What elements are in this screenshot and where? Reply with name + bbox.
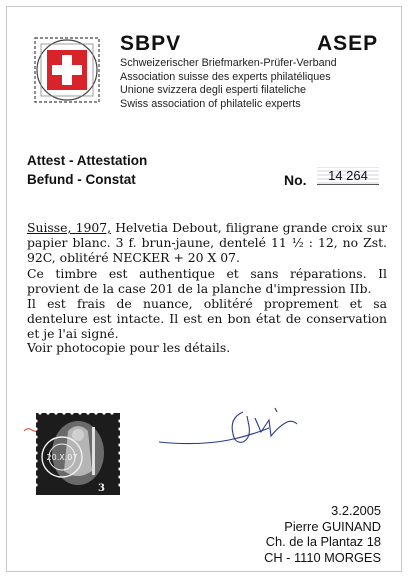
- cancel-date: 20.X.07: [46, 453, 78, 462]
- certificate-number-value: 14 264: [317, 167, 379, 185]
- stamp-value: 3: [98, 483, 105, 494]
- authenticity-paragraph: [27, 266, 387, 296]
- org-name-it: Unione svizzera degli esperti filateliche: [120, 84, 307, 96]
- stamp-photocopy: [20, 405, 125, 497]
- issue-reference: Suisse, 1907,: [27, 220, 112, 235]
- expert-city: CH - 1110 MORGES: [264, 549, 381, 565]
- photocopy-text: Voir photocopie pour les détails.: [27, 340, 231, 355]
- org-name-fr: Association suisse des experts philatéliques: [120, 70, 331, 83]
- expert-street: Ch. de la Plantaz 18: [265, 534, 381, 549]
- authenticity-text: Ce timbre est authentique et sans réparations. Il provient de la case 201 de la planche d'impression IIb.: [27, 266, 387, 296]
- certificate-number-label: No.: [284, 172, 307, 188]
- description-paragraph: [27, 220, 387, 265]
- condition-paragraph: [27, 296, 387, 341]
- photocopy-note: [27, 340, 387, 355]
- stamp-description: Helvetia Debout, filigrane grande croix sur papier blanc. 3 f. brun-jaune, dentelé 11 ½ : 12, no Zst. 92C, oblitéré NECKER + 20 X 07.: [27, 220, 387, 265]
- expert-signature: [155, 398, 315, 458]
- org-short-fr: ASEP: [317, 32, 379, 55]
- sbpv-logo: [27, 30, 107, 110]
- heading-befund: Befund - Constat: [27, 172, 136, 187]
- expert-name: Pierre GUINAND: [284, 518, 381, 534]
- org-short-de: SBPV: [120, 32, 182, 55]
- org-name-de: Schweizerischer Briefmarken-Prüfer-Verband: [120, 57, 337, 69]
- org-name-en: Swiss association of philatelic experts: [120, 97, 301, 110]
- signature-date: 3.2.2005: [331, 503, 381, 518]
- org-names: [120, 57, 337, 111]
- expert-address: [264, 503, 381, 565]
- heading-attest: Attest - Attestation: [27, 153, 148, 168]
- condition-text: Il est frais de nuance, oblitéré proprement et sa dentelure est intacte. Il est en bon état de conservation et je l'ai signé.: [27, 296, 387, 341]
